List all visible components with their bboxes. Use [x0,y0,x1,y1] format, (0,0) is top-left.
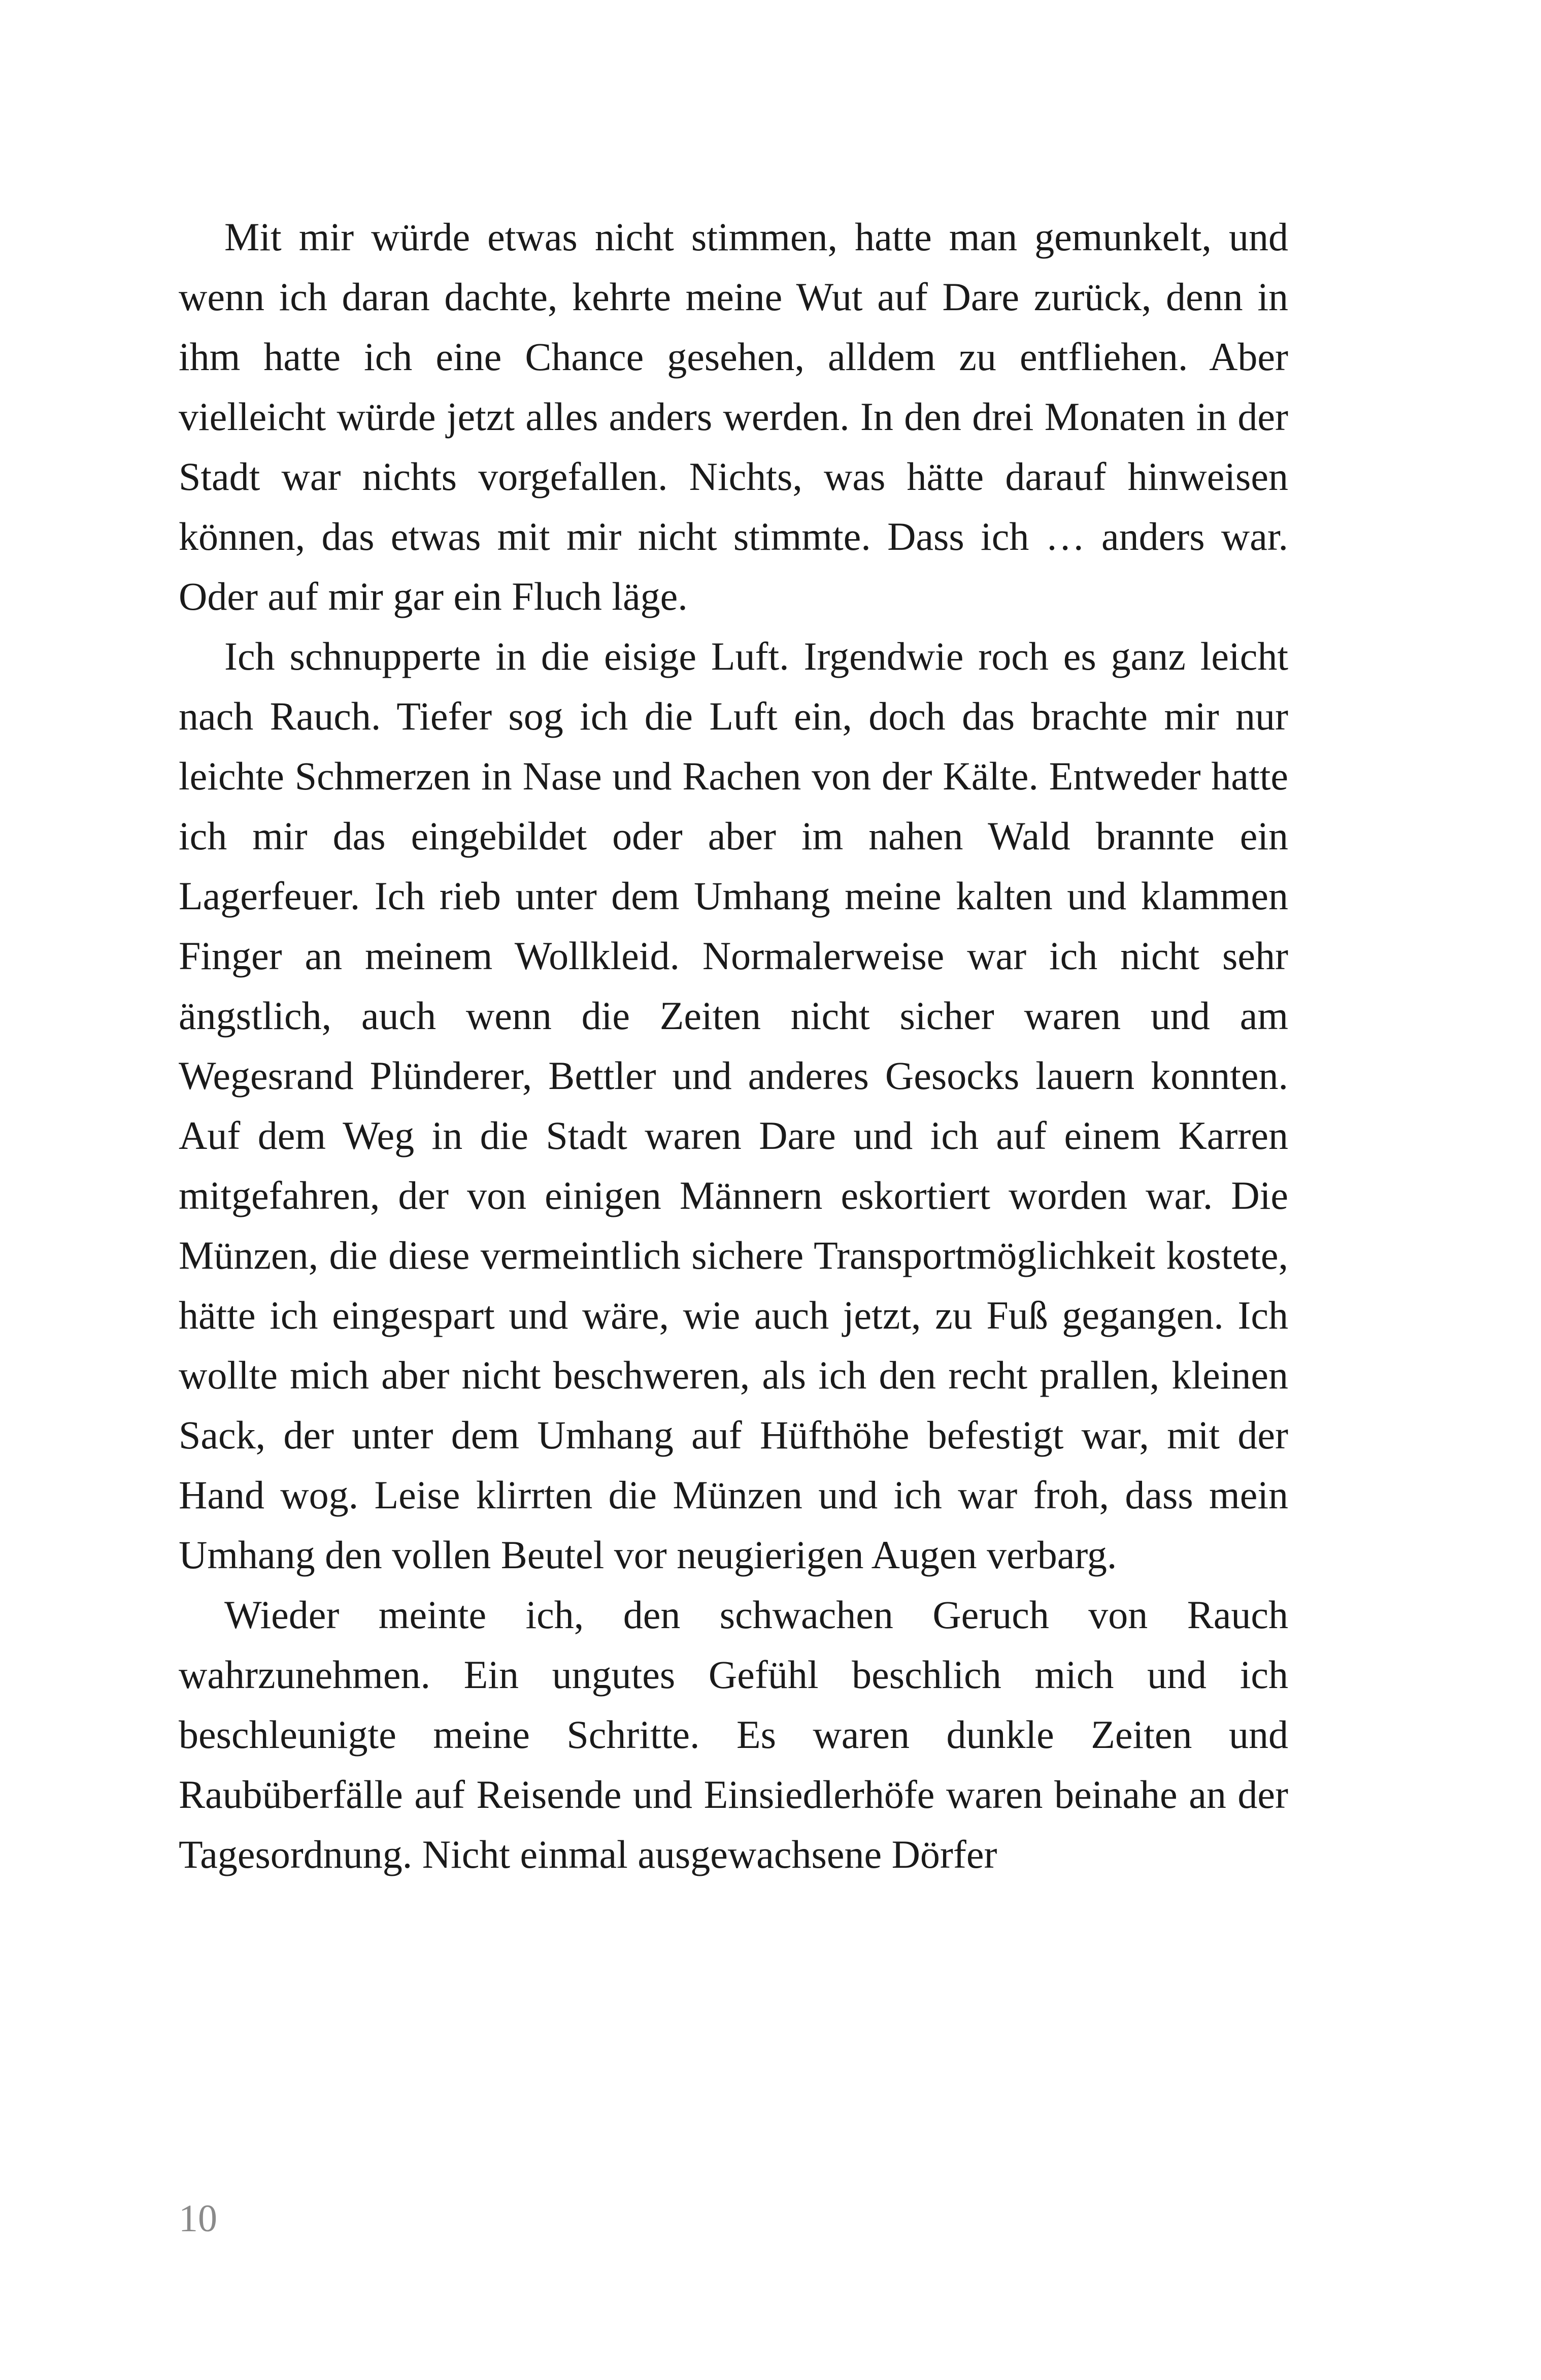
body-text [179,207,1288,1885]
paragraph-1: Mit mir würde etwas nicht stimmen, hatte man gemunkelt, und wenn ich daran dachte, kehrte meine Wut auf Dare zurück, denn in ihm hatte ich eine Chance gesehen, alldem zu entfliehen. Aber vielleicht würde jetzt alles anders werden. In den drei Monaten in der Stadt war nichts vorgefallen. Nichts, was hätte darauf hinweisen können, das etwas mit mir nicht stimmte. Dass ich … anders war. Oder auf mir gar ein Fluch läge. [179,215,1288,618]
paragraph-2: Ich schnupperte in die eisige Luft. Irgendwie roch es ganz leicht nach Rauch. Tiefer sog ich die Luft ein, doch das brachte mir nur leichte Schmerzen in Nase und Rachen von der Kälte. Entweder hatte ich mir das eingebildet oder aber im nahen Wald brannte ein Lagerfeuer. Ich rieb unter dem Umhang meine kalten und klammen Finger an meinem Wollkleid. Normalerweise war ich nicht sehr ängstlich, auch wenn die Zeiten nicht sicher waren und am Wegesrand Plünderer, Bettler und anderes Gesocks lauern konnten. Auf dem Weg in die Stadt waren Dare und ich auf einem Karren mitgefahren, der von einigen Männern eskortiert worden war. Die Münzen, die diese vermeintlich sichere Transportmöglichkeit kostete, hätte ich eingespart und wäre, wie auch jetzt, zu Fuß gegangen. Ich wollte mich aber nicht beschweren, als ich den recht prallen, kleinen Sack, der unter dem Umhang auf Hüfthöhe befestigt war, mit der Hand wog. Leise klirrten die Münzen und ich war froh, dass mein Umhang den vollen Beutel vor neugierigen Augen verbarg. [179,634,1288,1577]
paragraph-3: Wieder meinte ich, den schwachen Geruch von Rauch wahrzunehmen. Ein ungutes Gefühl beschlich mich und ich beschleunigte meine Schritte. Es waren dunkle Zeiten und Raubüberfälle auf Reisende und Einsiedlerhöfe waren beinahe an der Tagesordnung. Nicht einmal ausgewachsene Dörfer [179,1593,1288,1876]
page-number: 10 [179,2197,217,2240]
